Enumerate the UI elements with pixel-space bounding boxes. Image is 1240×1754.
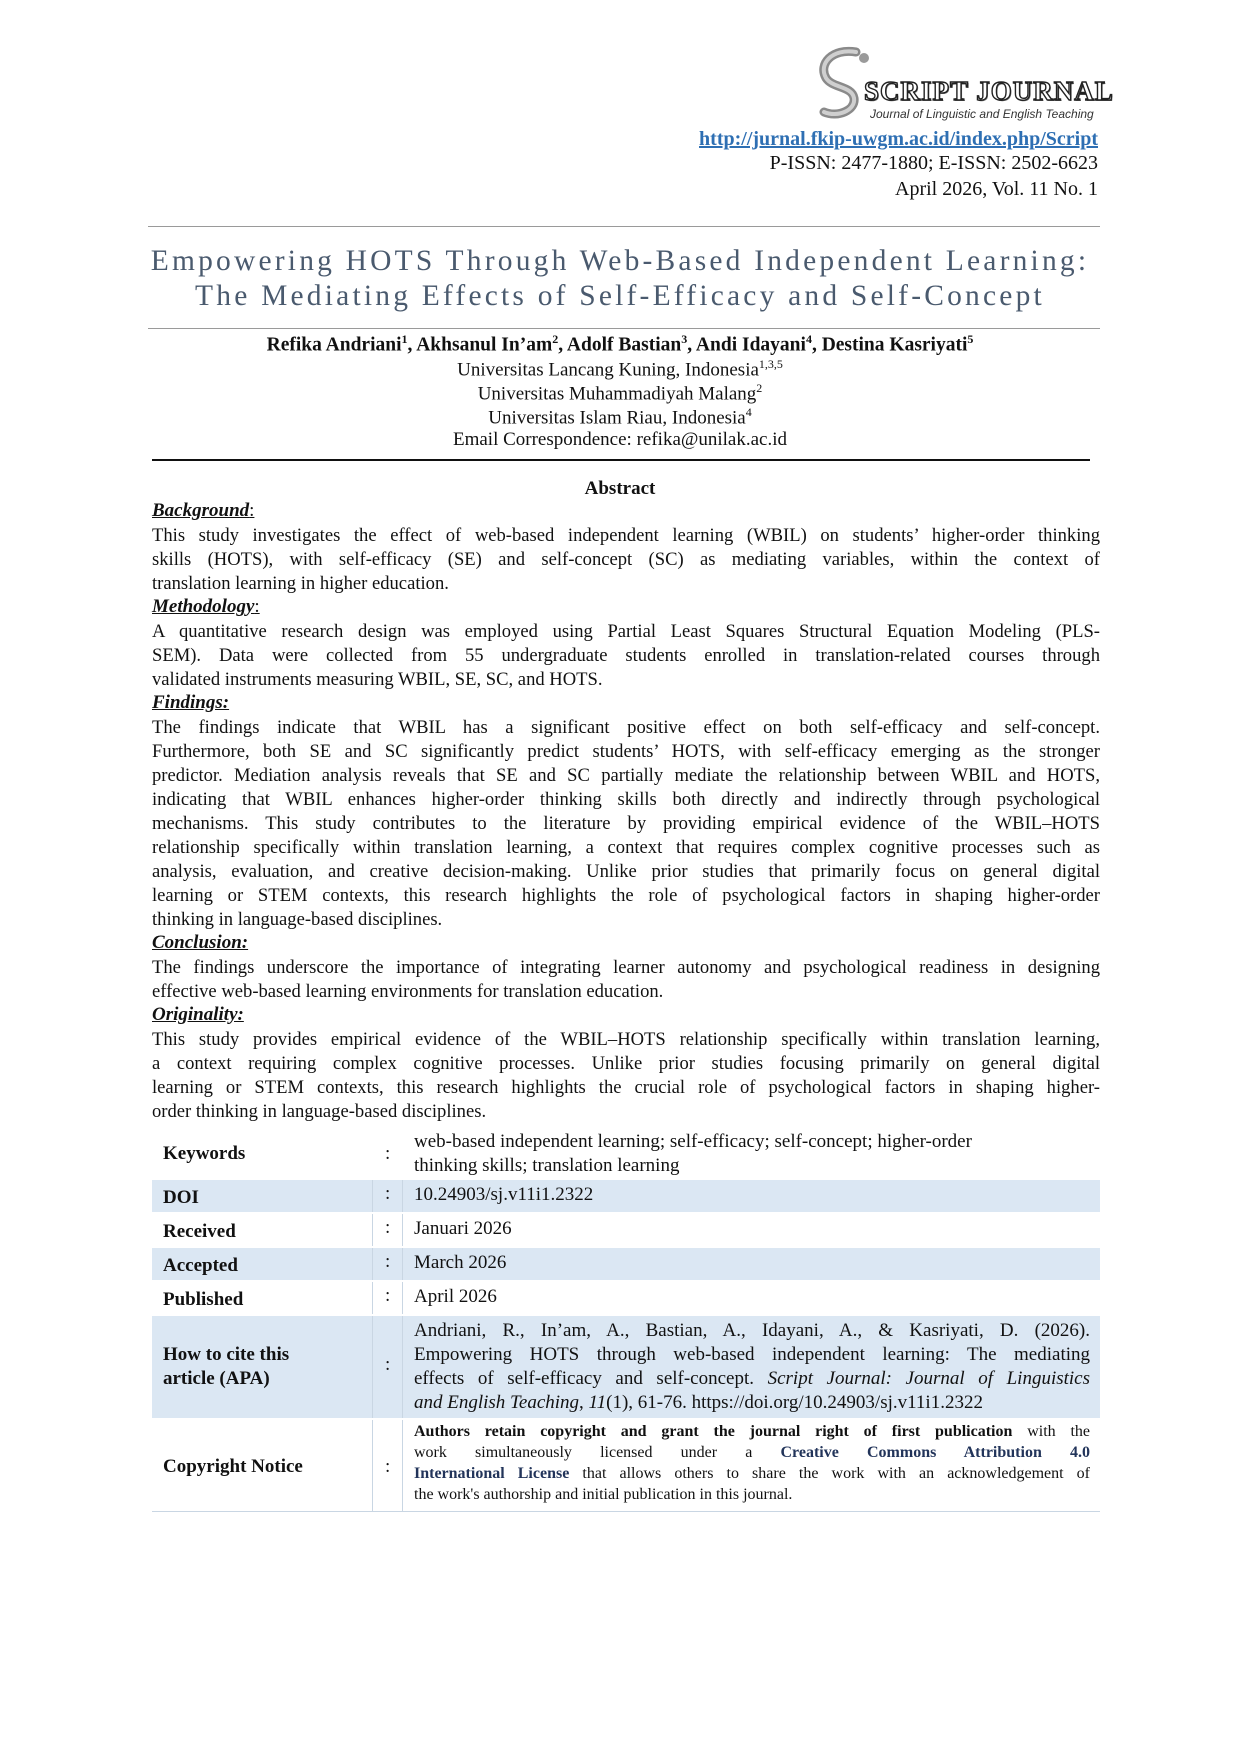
text-line: thinking in language-based disciplines. [152,909,443,930]
text-line: Furthermore, both SE and SC significantly predict students’ HOTS, with self-efficacy emerging as the stronger [152,741,1100,762]
citation-label-line: How to cite this [163,1344,290,1365]
affiliation-sup: 2 [756,381,763,395]
copyright-value [414,1421,1090,1505]
methodology-heading [152,596,260,618]
text-line [414,1421,1090,1442]
column-divider [402,1316,403,1418]
text-line: Empowering HOTS through web-based independent learning: The mediating [414,1344,1090,1365]
keywords-label: Keywords [163,1143,246,1164]
copyright-row [152,1420,1100,1512]
author-sup: 3 [681,332,688,346]
text-line: predictor. Mediation analysis reveals that SE and SC partially mediate the relationship between WBIL and HOTS, [152,765,1100,786]
text-segment: , [579,1392,589,1413]
colon: : [385,1354,391,1375]
affiliation-3 [150,405,1090,429]
column-divider [372,1214,373,1246]
originality-paragraph [152,1028,1100,1124]
column-divider [372,1180,373,1212]
text-line: Andriani, R., In’am, A., Bastian, A., Idayani, A., & Kasriyati, D. (2026). [414,1320,1090,1341]
methodology-heading-text: Methodology [152,596,255,617]
affiliation-name: Universitas Muhammadiyah Malang [477,383,757,405]
text-line: learning or STEM contexts, this research highlights the crucial role of psychological factors in shaping higher- [152,1077,1100,1098]
colon: : [385,1285,391,1306]
text-bold: Authors retain copyright and grant the journal right of first publication [414,1423,1013,1440]
colon: : [385,1143,391,1164]
keywords-value [414,1130,1090,1178]
doi-value: 10.24903/sj.v11i1.2322 [414,1184,594,1205]
text-line: analysis, evaluation, and creative decision-making. Unlike prior studies that primarily focus on general digital [152,861,1100,882]
affiliation-1 [150,357,1090,381]
text-line: validated instruments measuring WBIL, SE, SC, and HOTS. [152,669,603,690]
affiliation-name: Universitas Islam Riau, Indonesia [488,407,746,429]
paper-title-line-1: Empowering HOTS Through Web-Based Independent Learning: [150,245,1090,277]
license-link[interactable]: International License [414,1465,570,1482]
findings-paragraph [152,716,1100,932]
author-name: Adolf Bastian [566,334,682,356]
column-divider [402,1420,403,1512]
citation-row [152,1316,1100,1418]
received-label: Received [163,1221,236,1242]
text-line: This study investigates the effect of web-based independent learning (WBIL) on students’ higher-order thinking [152,525,1100,546]
logo-brand-text: SCRIPT JOURNAL [864,76,1114,106]
text-line: The findings underscore the importance of integrating learner autonomy and psychological readiness in designing [152,957,1100,978]
author-sup: 5 [967,332,974,346]
text-segment: effects of self-efficacy and self-concept. [414,1368,768,1389]
text-segment: (1), 61-76. https://doi.org/10.24903/sj.v11i1.2322 [606,1392,983,1413]
column-divider [402,1214,403,1246]
keywords-row [152,1130,1100,1178]
text-line: effective web-based learning environments for translation education. [152,981,664,1002]
background-paragraph [152,524,1100,596]
text-line: The findings indicate that WBIL has a significant positive effect on both self-efficacy and self-concept. [152,717,1100,738]
text-line: This study provides empirical evidence of the WBIL–HOTS relationship specifically within translation learning, [152,1029,1100,1050]
paper-title-line-2: The Mediating Effects of Self-Efficacy and Self-Concept [195,280,1045,312]
conclusion-paragraph [152,956,1100,1004]
text-line: relationship specifically within translation learning, a context that requires complex cognitive processes such as [152,837,1100,858]
citation-value [414,1319,1090,1415]
copyright-label: Copyright Notice [163,1456,303,1477]
received-value: Januari 2026 [414,1218,512,1239]
text-line [414,1391,1090,1415]
colon: : [385,1217,391,1238]
text-line [414,1463,1090,1484]
published-label: Published [163,1289,244,1310]
table-bottom-rule [152,1511,1100,1512]
issue-text: April 2026, Vol. 11 No. 1 [895,178,1098,200]
text-line: web-based independent learning; self-efficacy; self-concept; higher-order [414,1131,972,1152]
column-divider [372,1248,373,1280]
journal-name-italic: Script Journal: Journal of Linguistics [767,1368,1090,1389]
title-divider [148,328,1100,329]
license-link[interactable]: Creative Commons Attribution 4.0 [780,1444,1090,1461]
text-line: order thinking in language-based disciplines. [152,1101,487,1122]
author-name: Andi Idayani [695,334,806,356]
column-divider [402,1282,403,1314]
author-sup: 2 [552,332,559,346]
text-segment: work simultaneously licensed under a [414,1444,781,1461]
author-divider [152,459,1090,461]
correspondence-email: Email Correspondence: refika@unilak.ac.id [452,429,788,450]
affiliation-sup: 4 [745,405,752,419]
text-line: A quantitative research design was employed using Partial Least Squares Structural Equation Modeling (PLS- [152,621,1100,642]
author-sup: 4 [805,332,812,346]
author-list: Refika Andriani$^1$, Akhsanul $In’am^2$, Adolf Bastian$^3$, Andi Idayani$^4$, Destina Kasriyati$^5$ [266,332,974,356]
affiliation-name: Universitas Lancang Kuning, Indonesia [457,359,759,381]
column-divider [402,1248,403,1280]
received-row [152,1214,1100,1246]
doi-label: DOI [163,1187,199,1208]
issn-text: P-ISSN: 2477-1880; E-ISSN: 2502-6623 [769,152,1098,174]
text-segment: with the [1012,1423,1090,1440]
published-value: April 2026 [414,1286,497,1307]
citation-label-line: article (APA) [163,1368,270,1389]
author-sup: 1 [401,332,408,346]
originality-heading: Originality: [152,1004,244,1025]
text-line: indicating that WBIL enhances higher-order thinking skills both directly and indirectly through psychological [152,789,1100,810]
author-name: Akhsanul In’am [416,334,553,356]
volume-italic: 11 [588,1392,607,1413]
conclusion-heading: Conclusion: [152,932,249,953]
colon: : [254,596,260,617]
author-name: Destina Kasriyati [821,334,968,356]
citation-label [163,1343,289,1391]
journal-name-italic: and English Teaching [414,1392,580,1413]
column-divider [402,1180,403,1212]
text-line: translation learning in higher education. [152,573,449,594]
text-line: SEM). Data were collected from 55 undergraduate students enrolled in translation-related courses through [152,645,1100,666]
text-line: skills (HOTS), with self-efficacy (SE) and self-concept (SC) as mediating variables, within the context of [152,549,1100,570]
colon: : [385,1456,391,1477]
text-line: the work's authorship and initial publication in this journal. [414,1486,793,1503]
methodology-paragraph [152,620,1100,692]
column-divider [372,1420,373,1512]
column-divider [372,1282,373,1314]
abstract-heading: Abstract [584,478,656,499]
journal-logo [812,46,1114,124]
text-line: mechanisms. This study contributes to the literature by providing empirical evidence of the WBIL–HOTS [152,813,1100,834]
doi-row [152,1180,1100,1212]
accepted-row [152,1248,1100,1280]
text-line [414,1442,1090,1463]
header-divider [148,226,1100,227]
text-line: thinking skills; translation learning [414,1155,680,1176]
accepted-value: March 2026 [414,1252,507,1273]
published-row [152,1282,1100,1314]
colon: : [385,1183,391,1204]
author-name: Refika Andriani [266,334,402,356]
text-segment: that allows others to share the work with an acknowledgement of [569,1465,1091,1482]
text-line: a context requiring complex cognitive processes. Unlike prior studies focusing primarily on general digital [152,1053,1100,1074]
background-heading [152,500,254,522]
journal-url-link[interactable]: http://jurnal.fkip-uwgm.ac.id/index.php/Script [699,128,1098,150]
affiliation-sup: 1,3,5 [758,357,783,371]
affiliation-2 [150,381,1090,405]
colon: : [385,1251,391,1272]
colon: : [249,500,255,521]
findings-heading: Findings: [152,692,230,713]
logo-subtitle: Journal of Linguistic and English Teaching [870,107,1094,121]
column-divider [372,1316,373,1418]
text-line: learning or STEM contexts, this research highlights the role of psychological factors in shaping higher-order [152,885,1100,906]
accepted-label: Accepted [163,1255,238,1276]
background-heading-text: Background [152,500,250,521]
text-line [414,1367,1090,1391]
